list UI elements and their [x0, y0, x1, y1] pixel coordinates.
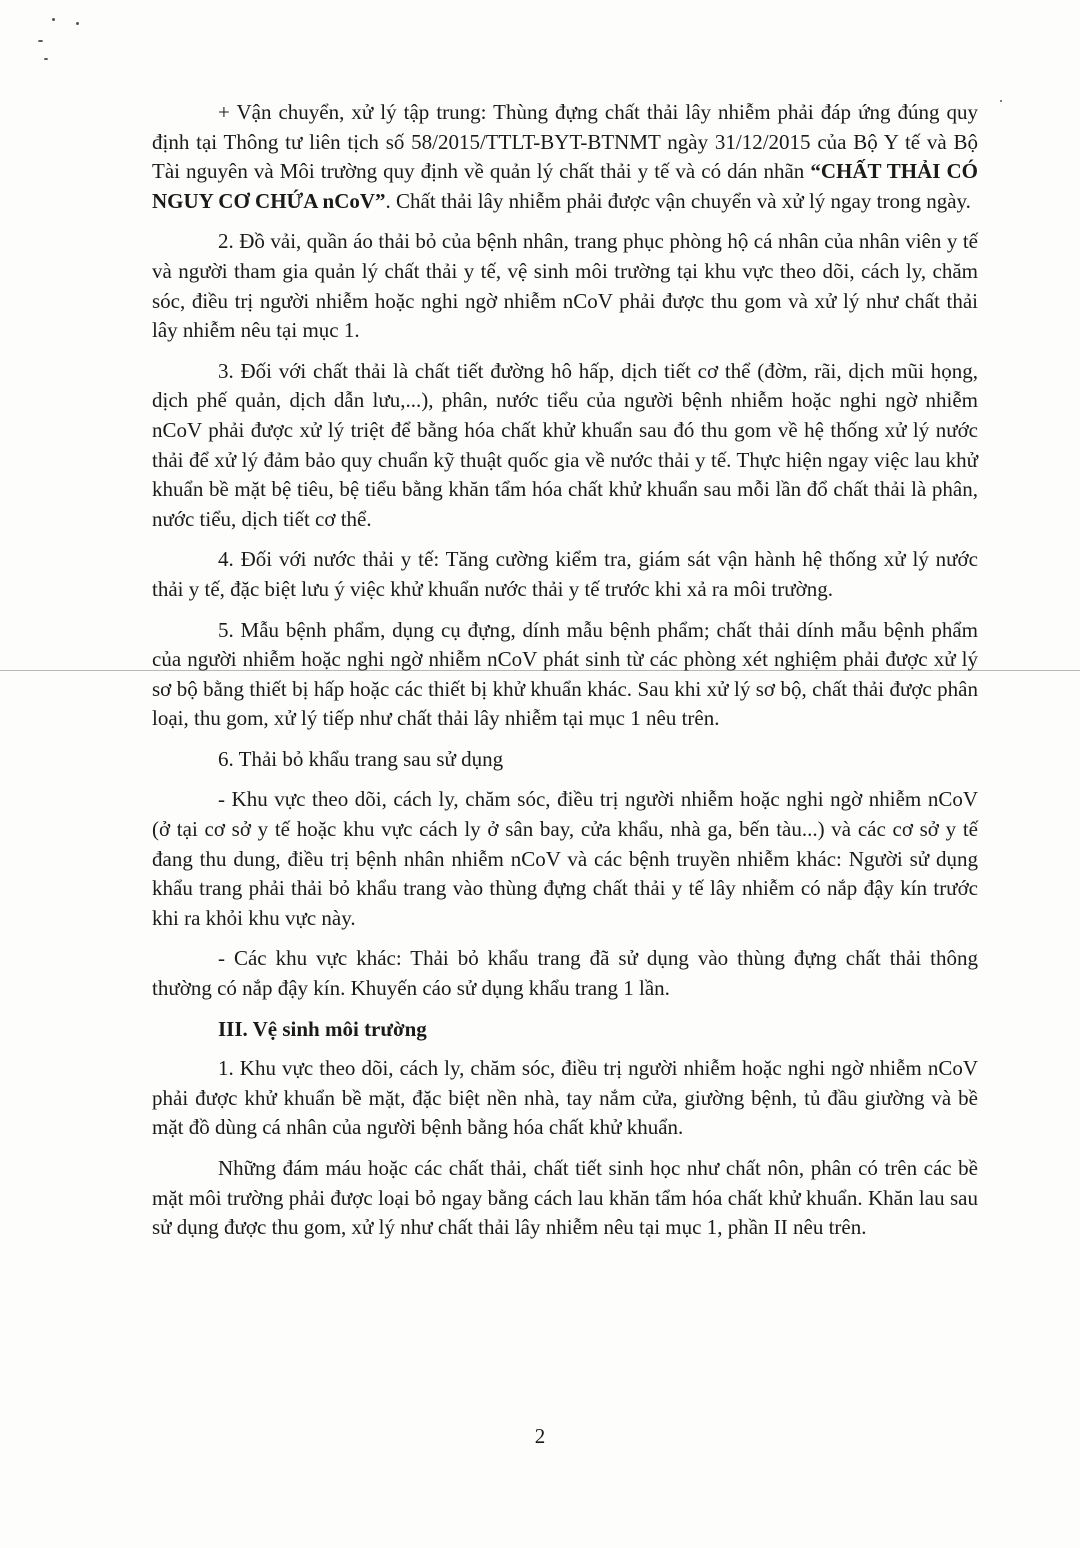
text-run: 5. Mẫu bệnh phẩm, dụng cụ đựng, dính mẫu bệnh phẩm; chất thải dính mẫu bệnh phẩm của người nhiễm hoặc nghi ngờ nhiễm nCoV phát sinh từ các phòng xét nghiệm phải được xử lý sơ bộ bằng thiết bị hấp hoặc các thiết bị khử khuẩn khác. Sau khi xử lý sơ bộ, chất thải được phân loại, thu gom, xử lý tiếp như chất thải lây nhiễm tại mục 1 nêu trên. [152, 617, 978, 731]
scan-speck [1000, 100, 1002, 102]
section-heading: III. Vệ sinh môi trường [218, 1016, 427, 1041]
paragraph-4 [152, 545, 978, 604]
paragraph-5 [152, 616, 978, 734]
paragraph-transport [152, 98, 978, 216]
paragraph-2 [152, 227, 978, 345]
scan-speck [38, 40, 43, 42]
text-run: + Vận chuyển, xử lý tập trung: Thùng đựng chất thải lây nhiễm phải đáp ứng đúng quy định tại Thông tư liên tịch số 58/2015/TTLT-BYT-BTNMT ngày 31/12/2015 của Bộ Y tế và Bộ Tài nguyên và Môi trường quy định về quản lý chất thải y tế và có dán nhãn [152, 100, 978, 184]
section-paragraph-1: 1. Khu vực theo dõi, cách ly, chăm sóc, điều trị người nhiễm hoặc nghi ngờ nhiễm nCoV phải được khử khuẩn bề mặt, đặc biệt nền nhà, tay nắm cửa, giường bệnh, tủ đầu giường và bề mặt đồ dùng cá nhân của người bệnh bằng hóa chất khử khuẩn. [152, 1056, 978, 1140]
text-run: 2. Đồ vải, quần áo thải bỏ của bệnh nhân, trang phục phòng hộ cá nhân của nhân viên y tế và người tham gia quản lý chất thải y tế, vệ sinh môi trường tại khu vực theo dõi, cách ly, chăm sóc, điều trị người nhiễm hoặc nghi ngờ nhiễm nCoV phải được thu gom và xử lý như chất thải lây nhiễm nêu tại mục 1. [152, 229, 978, 343]
text-run: - Khu vực theo dõi, cách ly, chăm sóc, điều trị người nhiễm hoặc nghi ngờ nhiễm nCoV (ở tại cơ sở y tế hoặc khu vực cách ly ở sân bay, cửa khẩu, nhà ga, bến tàu...) và các cơ sở y tế đang thu dung, điều trị bệnh nhân nhiễm nCoV và các bệnh truyền nhiễm khác: Người sử dụng khẩu trang phải thải bỏ khẩu trang vào thùng đựng chất thải y tế lây nhiễm có nắp đậy kín trước khi ra khỏi khu vực này. [152, 787, 978, 930]
text-run: 3. Đối với chất thải là chất tiết đường hô hấp, dịch tiết cơ thể (đờm, rãi, dịch mũi họng, dịch phế quản, dịch dẫn lưu,...), phân, nước tiểu của người bệnh nhiễm hoặc nghi ngờ nhiễm nCoV phải được xử lý triệt để bằng hóa chất khử khuẩn sau đó thu gom về hệ thống xử lý nước thải để xử lý đảm bảo quy chuẩn kỹ thuật quốc gia về nước thải y tế. Thực hiện ngay việc lau khử khuẩn bề mặt bệ tiêu, bệ tiểu bằng khăn tẩm hóa chất khử khuẩn sau mỗi lần đổ chất thải là phân, nước tiểu, dịch tiết cơ thể. [152, 358, 978, 531]
paragraph-6b [152, 944, 978, 1003]
page-number: 2 [534, 1424, 546, 1448]
section-paragraph-2: Những đám máu hoặc các chất thải, chất tiết sinh học như chất nôn, phân có trên các bề mặt môi trường phải được loại bỏ ngay bằng cách lau khăn tẩm hóa chất khử khuẩn. Khăn lau sau sử dụng được thu gom, xử lý như chất thải lây nhiễm nêu tại mục 1, phần II nêu trên. [152, 1156, 978, 1240]
paragraph-6 [152, 745, 978, 775]
text-run: 4. Đối với nước thải y tế: Tăng cường kiểm tra, giám sát vận hành hệ thống xử lý nước thải y tế, đặc biệt lưu ý việc khử khuẩn nước thải y tế trước khi xả ra môi trường. [152, 547, 978, 601]
scan-speck [44, 58, 48, 60]
paragraph-3 [152, 357, 978, 535]
text-run: . Chất thải lây nhiễm phải được vận chuyển và xử lý ngay trong ngày. [385, 188, 971, 213]
paragraph-6a [152, 785, 978, 933]
label-text-bold: “CHẤT THẢI CÓ NGUY CƠ CHỨA nCoV” [152, 159, 978, 213]
text-run: 6. Thải bỏ khẩu trang sau sử dụng [218, 746, 504, 771]
scan-speck [76, 22, 79, 25]
scan-speck [52, 18, 55, 21]
document-body [152, 98, 978, 1254]
text-run: - Các khu vực khác: Thải bỏ khẩu trang đã sử dụng vào thùng đựng chất thải thông thường có nắp đậy kín. Khuyến cáo sử dụng khẩu trang 1 lần. [152, 946, 978, 1001]
